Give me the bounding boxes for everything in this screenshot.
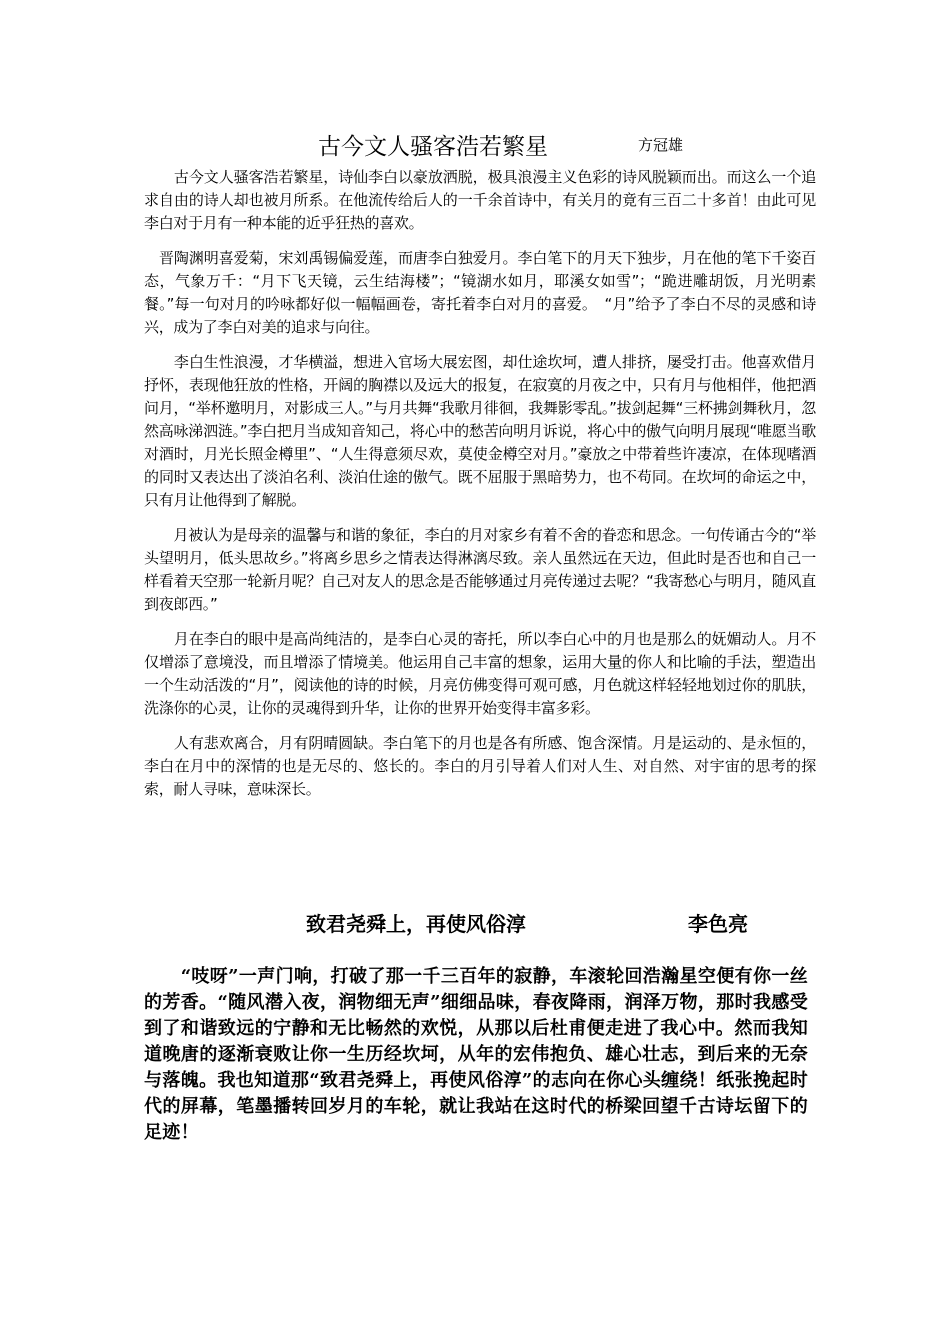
- essay2-title: 致君尧舜上，再使风俗淳: [306, 912, 526, 936]
- essay1-paragraph: 古今文人骚客浩若繁星，诗仙李白以豪放洒脱，极具浪漫主义色彩的诗风脱颖而出。而这么一个追求自由的诗人却也被月所系。在他流传给后人的一千余首诗中，有关月的竟有三百二十多首！由此可见李白对于月有一种本能的近乎狂热的喜欢。: [144, 168, 816, 232]
- essay2-paragraph: “吱呀”一声门响，打破了那一千三百年的寂静，车滚轮回浩瀚星空便有你一丝的芳香。“随风潜入夜，润物细无声”细细品味，春夜降雨，润泽万物，那时我感受到了和谐致远的宁静和无比畅然的欢悦，从那以后杜甫便走进了我心中。然而我知道晚唐的逐渐衰败让你一生历经坎坷，从年的宏伟抱负、雄心壮志，到后来的无奈与落魄。我也知道那“致君尧舜上，再使风俗淳”的志向在你心头缠绕！纸张挽起时代的屏幕，笔墨播转回岁月的车轮，就让我站在这时代的桥梁回望千古诗坛留下的足迹！: [144, 966, 808, 1143]
- essay1-author: 方冠雄: [638, 136, 684, 154]
- essay-du-fu: [144, 908, 808, 1146]
- essay2-author: 李色亮: [688, 912, 748, 936]
- essay1-paragraph: 人有悲欢离合，月有阴晴圆缺。李白笔下的月也是各有所感、饱含深情。月是运动的、是永恒的，李白在月中的深情的也是无尽的、悠长的。李白的月引导着人们对人生、对自然、对宇宙的思考的探索，耐人寻味，意味深长。: [144, 734, 816, 798]
- essay1-paragraph: 李白生性浪漫，才华横溢，想进入官场大展宏图，却仕途坎坷，遭人排挤，屡受打击。他喜欢借月抒怀，表现他狂放的性格，开阔的胸襟以及远大的报复，在寂寞的月夜之中，只有月与他相伴，他把酒问月，“举杯邀明月，对影成三人。”与月共舞“我歌月徘徊，我舞影零乱。”拔剑起舞“三杯拂剑舞秋月，忽然高咏涕泗涟。”李白把月当成知音知己，将心中的愁苦向明月诉说，将心中的傲气向明月展现“唯愿当歌对酒时，月光长照金樽里”、“人生得意须尽欢，莫使金樽空对月。”豪放之中带着些许凄凉，在体现嗜酒的同时又表达出了淡泊名利、淡泊仕途的傲气。既不屈服于黑暗势力，也不苟同。在坎坷的命运之中，只有月让他得到了解脱。: [144, 353, 816, 509]
- essay2-heading: [144, 908, 808, 964]
- essay1-title: 古今文人骚客浩若繁星: [318, 134, 548, 160]
- essay1-paragraph: 晋陶渊明喜爱菊，宋刘禹锡偏爱莲，而唐李白独爱月。李白笔下的月天下独步，月在他的笔下千姿百态，气象万千：“月下飞天镜，云生结海楼”；“镜湖水如月，耶溪女如雪”；“跪进雕胡饭，月光明素餐。”每一句对月的吟咏都好似一幅幅画卷，寄托着李白对月的喜爱。 “月”给予了李白不尽的灵感和诗兴，成为了李白对美的追求与向往。: [144, 249, 816, 336]
- essay-moon-li-bai: [144, 126, 816, 813]
- essay1-paragraph: 月被认为是母亲的温馨与和谐的象征，李白的月对家乡有着不舍的眷恋和思念。一句传诵古今的“举头望明月，低头思故乡。”将离乡思乡之情表达得淋漓尽致。亲人虽然远在天边，但此时是否也和自己一样看着天空那一轮新月呢？自己对友人的思念是否能够通过月亮传递过去呢？“我寄愁心与明月，随风直到夜郎西。”: [144, 526, 816, 613]
- essay1-paragraph: 月在李白的眼中是高尚纯洁的，是李白心灵的寄托，所以李白心中的月也是那么的妩媚动人。月不仅增添了意境没，而且增添了情境美。他运用自己丰富的想象，运用大量的你人和比喻的手法，塑造出一个生动活泼的“月”，阅读他的诗的时候，月亮仿佛变得可观可感，月色就这样轻轻地划过你的肌肤，洗涤你的心灵，让你的灵魂得到升华，让你的世界开始变得丰富多彩。: [144, 630, 816, 717]
- essay1-heading: [144, 126, 816, 166]
